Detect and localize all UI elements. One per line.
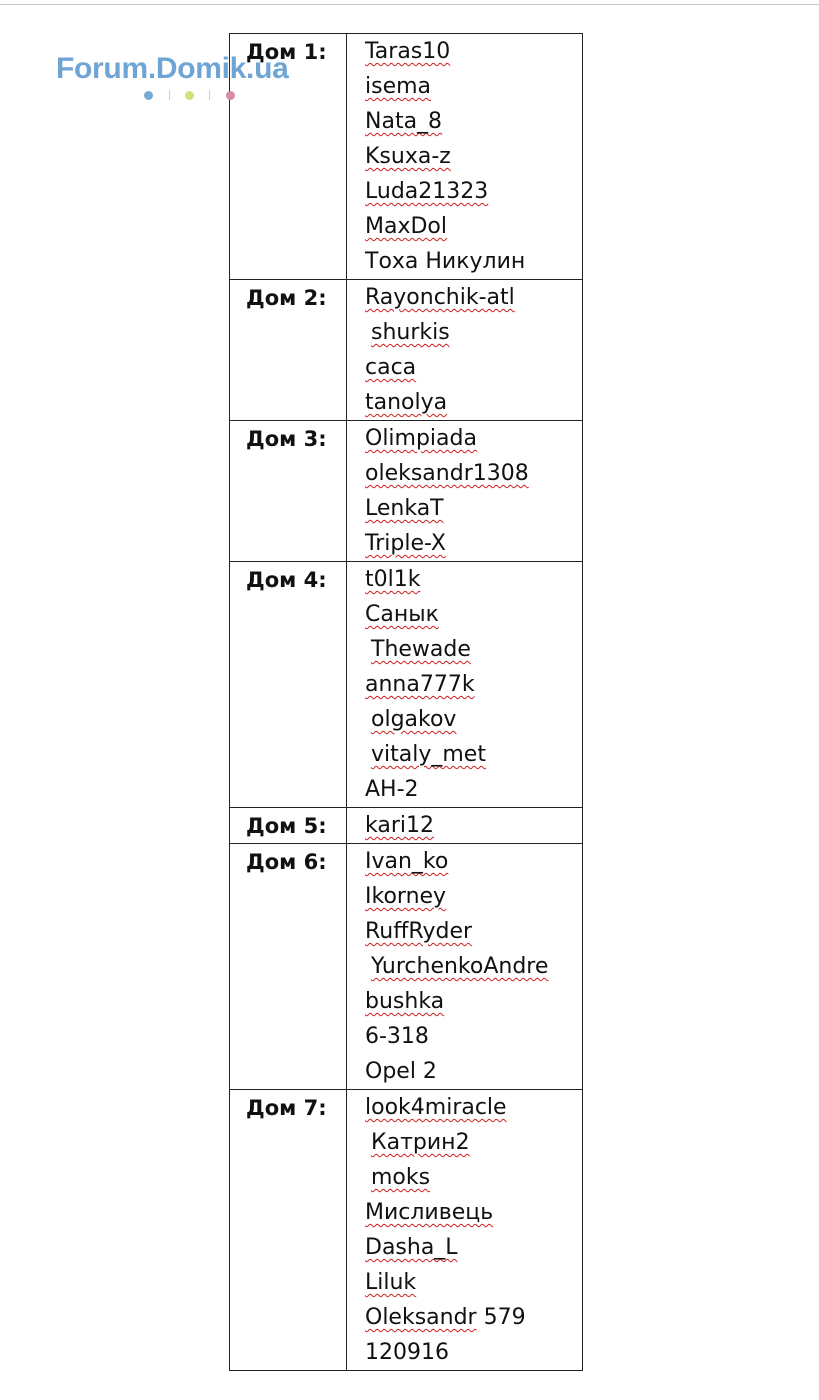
member-name-text: Мисливець [365,1200,494,1225]
watermark-dot-green [185,91,194,100]
member-name-text: Triple-X [365,531,446,556]
member-names-cell [347,280,583,421]
table-row [230,1090,583,1371]
member-name [365,491,582,526]
member-name-text: Ikorney [365,884,447,909]
member-names-cell [347,562,583,808]
member-name [365,174,582,209]
member-name-text: bushka [365,989,445,1014]
member-name [365,385,582,420]
member-name [365,1054,582,1089]
member-name [365,737,582,772]
member-names-cell [347,808,583,844]
watermark-separator [209,90,210,100]
member-name [365,1090,582,1125]
member-name [365,69,582,104]
member-name [365,421,582,456]
member-name [365,597,582,632]
member-name-text: t0l1k [365,567,421,592]
member-name-text: LenkaT [365,496,444,521]
member-name [365,1125,582,1160]
member-name-text: Luda21323 [365,179,489,204]
member-name [365,1195,582,1230]
member-name [365,984,582,1019]
member-name [365,1230,582,1265]
member-name [365,315,582,350]
house-label: Дом 5: [230,808,347,844]
member-name-text: look4miracle [365,1095,507,1120]
member-name-text: Тоха Никулин [365,249,526,274]
member-name-text: Dasha_L [365,1235,458,1260]
member-name-text: Taras10 [365,39,451,64]
member-name-text: moks [371,1165,431,1190]
member-name-text: MaxDol [365,214,447,239]
member-name-text: Nata_8 [365,109,443,134]
member-name-text: oleksandr1308 [365,461,529,486]
member-name-part: Oleksandr [365,1305,477,1330]
member-name-text: Ksuxa-z [365,144,451,169]
member-name-text: AH-2 [365,777,419,802]
member-name [365,562,582,597]
member-name [365,34,582,69]
watermark-text: Forum.Domik.ua [56,52,289,85]
member-name [365,1160,582,1195]
member-name [365,702,582,737]
member-name [365,1335,582,1370]
member-name-text: vitaly_met [371,742,486,767]
member-name [365,879,582,914]
member-names-cell [347,844,583,1090]
member-name-text: Liluk [365,1270,417,1295]
member-name [365,844,582,879]
member-name-text: olgakov [371,707,457,732]
member-name-text: 120916 [365,1340,449,1365]
member-name-text: Olimpiada [365,426,477,451]
member-name-text: RuffRyder [365,919,473,944]
member-name-part: 579 [476,1305,526,1330]
member-name [365,772,582,807]
member-name [365,139,582,174]
watermark-dot-blue [144,91,153,100]
member-name-text: caca [365,355,417,380]
member-name-text: Катрин2 [371,1130,470,1155]
member-name-text: Opel 2 [365,1059,437,1084]
member-name [365,1300,582,1335]
member-name [365,914,582,949]
member-name-text: kari12 [365,813,434,838]
member-name [365,1265,582,1300]
table-row [230,808,583,844]
house-label: Дом 2: [230,280,347,421]
member-name [365,244,582,279]
table-row [230,421,583,562]
member-name [365,280,582,315]
watermark-separator [169,90,170,100]
member-name-text: Санык [365,602,439,627]
table-row [230,34,583,280]
table-body [230,34,583,1371]
house-members-table [229,33,583,1371]
house-label: Дом 6: [230,844,347,1090]
member-name-text: Ivan_ko [365,849,449,874]
table-row [230,562,583,808]
member-names-cell [347,34,583,280]
member-name-text: tanolya [365,390,448,415]
member-name [365,1019,582,1054]
member-name [365,350,582,385]
member-name [365,667,582,702]
member-name [365,526,582,561]
member-names-cell [347,421,583,562]
member-name [365,209,582,244]
member-names-cell [347,1090,583,1371]
member-name-text: anna777k [365,672,475,697]
house-label: Дом 1: [230,34,347,280]
house-label: Дом 3: [230,421,347,562]
house-label: Дом 7: [230,1090,347,1371]
page-top-border [0,4,819,5]
member-name [365,808,582,843]
table-row [230,280,583,421]
member-name [365,456,582,491]
member-name-text: Rayonchik-atl [365,285,515,310]
member-name-text: 6-318 [365,1024,429,1049]
member-name-text: YurchenkoAndre [371,954,549,979]
member-name-text: shurkis [371,320,450,345]
member-name [365,104,582,139]
member-name [365,632,582,667]
house-label: Дом 4: [230,562,347,808]
member-name-text: Thewade [371,637,471,662]
member-name [365,949,582,984]
member-name-text: isema [365,74,432,99]
table-row [230,844,583,1090]
